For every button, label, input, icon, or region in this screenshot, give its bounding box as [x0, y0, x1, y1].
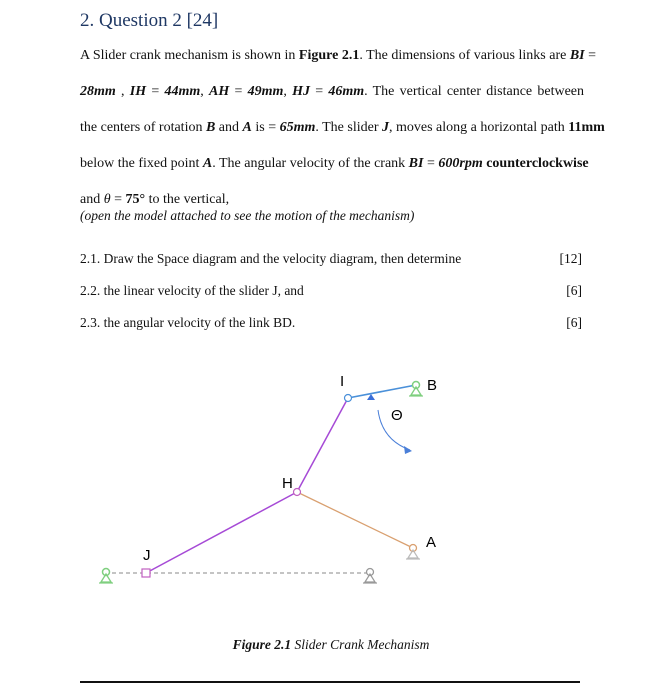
text: = [310, 84, 329, 99]
marks-2-3: [6] [566, 315, 582, 330]
link-hj [146, 492, 297, 573]
text: A Slider crank mechanism is shown in [80, 48, 299, 63]
var: HJ [292, 84, 310, 99]
var: A [202, 156, 213, 171]
text: . The vertical center distance between [364, 84, 585, 99]
statement-line-3 [80, 110, 605, 146]
caption-label: Figure 2.1 [232, 637, 292, 652]
model-note: (open the model attached to see the motion of the mechanism) [80, 208, 415, 223]
var: A [242, 120, 252, 135]
text: is = [251, 120, 280, 135]
text: and [80, 192, 104, 207]
label-h: H [282, 475, 293, 492]
value: 600rpm [438, 156, 483, 171]
text: , [115, 84, 130, 99]
text: to the vertical, [145, 192, 230, 207]
slider-j [142, 569, 150, 577]
pivot-i [345, 395, 352, 402]
value: 49mm [247, 84, 284, 99]
marks-2-1: [12] [559, 251, 582, 266]
statement-line-2 [80, 74, 584, 110]
statement-line-4 [80, 146, 589, 182]
caption-text: Slider Crank Mechanism [291, 637, 430, 652]
var: AH [208, 84, 230, 99]
var: J [382, 120, 389, 135]
link-ih [297, 398, 348, 492]
text: , [283, 84, 293, 99]
value: 46mm [328, 84, 365, 99]
direction: counterclockwise [486, 156, 589, 171]
value: 65mm [279, 120, 316, 135]
value: 75° [125, 192, 146, 207]
text: = [423, 156, 439, 171]
var: IH [129, 84, 147, 99]
label-theta: Θ [391, 407, 403, 424]
text: = [584, 48, 597, 63]
text: = [229, 84, 248, 99]
figure-caption [0, 637, 662, 653]
var-bi: BI [569, 48, 585, 63]
crank-bi [348, 385, 416, 398]
statement-line-1 [80, 38, 597, 74]
text: . The dimensions of various links are [359, 48, 570, 63]
link-ah [297, 492, 413, 548]
figure-ref: Figure 2.1 [298, 48, 360, 63]
ground-right-icon [363, 569, 377, 584]
ground-a-icon [406, 545, 420, 560]
label-i: I [340, 373, 345, 390]
question-heading: 2. Question 2 [24] [80, 10, 219, 31]
value: 44mm [164, 84, 201, 99]
var-theta: θ [103, 192, 111, 207]
text: below the fixed point [80, 156, 203, 171]
label-a: A [426, 534, 437, 551]
marks-2-2: [6] [566, 283, 582, 298]
text: . The slider [315, 120, 382, 135]
ground-left-icon [99, 569, 113, 584]
text: the centers of rotation [80, 120, 206, 135]
text: = [146, 84, 165, 99]
problem-statement [80, 38, 605, 218]
pivot-h [294, 489, 301, 496]
value: 28mm [80, 84, 116, 99]
label-b: B [427, 377, 438, 394]
question-2-3: 2.3. the angular velocity of the link BD. [80, 315, 296, 330]
question-2-2: 2.2. the linear velocity of the slider J, and [80, 283, 304, 298]
value: 11mm [568, 120, 605, 135]
label-j: J [143, 547, 151, 564]
var: B [205, 120, 216, 135]
text: , moves along a horizontal path [389, 120, 569, 135]
text: . The angular velocity of the crank [212, 156, 409, 171]
question-2-1: 2.1. Draw the Space diagram and the velocity diagram, then determine [80, 251, 462, 266]
text: and [215, 120, 243, 135]
mechanism-figure [0, 355, 662, 595]
text: , [200, 84, 209, 99]
var: BI [408, 156, 424, 171]
ground-b-icon [409, 382, 423, 397]
bottom-rule [80, 681, 580, 683]
text: = [110, 192, 126, 207]
theta-arrowhead [404, 446, 412, 454]
